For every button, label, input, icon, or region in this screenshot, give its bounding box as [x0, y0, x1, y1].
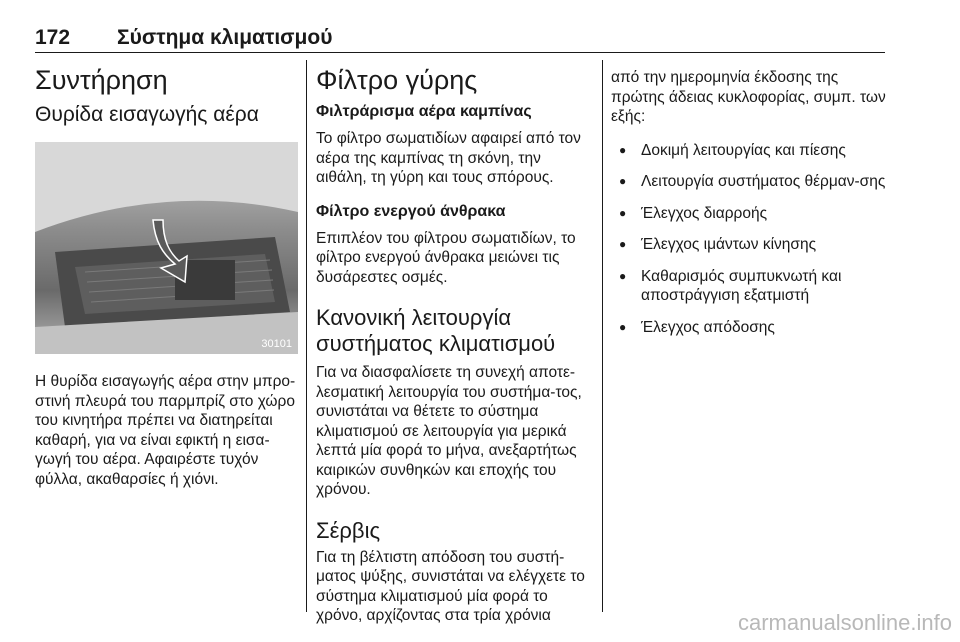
section-title-regular-operation: Κανονική λειτουργία συστήματος κλιματισμού — [316, 305, 556, 356]
page-header — [35, 22, 885, 53]
cabin-filter-paragraph: Το φίλτρο σωματιδίων αφαιρεί από τον αέρα της καμπίνας τη σκόνη, την αιθάλη, τη γύρη και τους σπόρους. — [316, 130, 581, 186]
column-divider-1 — [306, 60, 307, 612]
chapter-title: Σύστημα κλιματισμού — [117, 26, 333, 49]
subsection-title-air-intake: Θυρίδα εισαγωγής αέρα — [35, 103, 259, 126]
list-item: ● Δοκιμή λειτουργίας και πίεσης — [611, 141, 887, 161]
list-item: ● Έλεγχος απόδοσης — [611, 318, 887, 338]
page-number: 172 — [35, 26, 71, 49]
carbon-filter-paragraph: Επιπλέον του φίλτρου σωματιδίων, το φίλτρο ενεργού άνθρακα μειώνει τις δυσάρεστες οσμές. — [316, 229, 576, 286]
service-continued-paragraph: από την ημερομηνία έκδοσης της πρώτης άδειας κυκλοφορίας, συμπ. των εξής: — [611, 69, 886, 125]
section-title-service: Σέρβις — [316, 517, 381, 543]
column-1 — [35, 60, 298, 503]
list-item: ● Έλεγχος ιμάντων κίνησης — [611, 235, 887, 255]
service-paragraph: Για τη βέλτιστη απόδοση του συστή-ματος ψύξης, συνιστάται να ελέγχετε το σύστημα κλιματισμού μία φορά το χρόνο, αρχίζοντας στα τρία χρόνια — [316, 548, 585, 624]
section-title-maintenance: Συντήρηση — [35, 65, 168, 95]
list-item: ● Καθαρισμός συμπυκνωτή και αποστράγγιση εξατμιστή — [611, 267, 887, 306]
subhead-activated-carbon: Φίλτρο ενεργού άνθρακα — [316, 202, 506, 220]
image-code: 30101 — [261, 338, 292, 350]
column-3 — [611, 60, 887, 349]
column-divider-2 — [602, 60, 603, 612]
column-2 — [316, 60, 592, 640]
section-title-pollen-filter: Φίλτρο γύρης — [316, 65, 478, 95]
list-item: ● Έλεγχος διαρροής — [611, 204, 887, 224]
air-intake-paragraph: Η θυρίδα εισαγωγής αέρα στην μπρο-στινή πλευρά του παρμπρίζ στο χώρο του κινητήρα πρέπει να διατηρείται καθαρή, για να είναι εφικτή η εισα-γωγή του αέρα. Αφαιρέστε τυχόν φύλλα, ακαθαρσίες ή χιόνι. — [35, 373, 296, 488]
watermark: carmanualsonline.info — [737, 610, 952, 635]
air-intake-illustration — [35, 142, 298, 354]
regular-operation-paragraph: Για να διασφαλίσετε τη συνεχή αποτε-λεσματική λειτουργία του συστήμα-τος, συνιστάται να θέτετε το σύστημα κλιματισμού σε λειτουργία για μερικά λεπτά μία φορά το μήνα, ανεξαρτήτως καιρικών συνθηκών και εποχής του χρόνου. — [316, 364, 582, 498]
service-checklist — [611, 141, 887, 338]
list-item: ● Λειτουργία συστήματος θέρμαν-σης — [611, 172, 887, 192]
air-intake-photo — [35, 142, 298, 354]
subhead-cabin-air-filtering: Φιλτράρισμα αέρα καμπίνας — [316, 103, 532, 120]
